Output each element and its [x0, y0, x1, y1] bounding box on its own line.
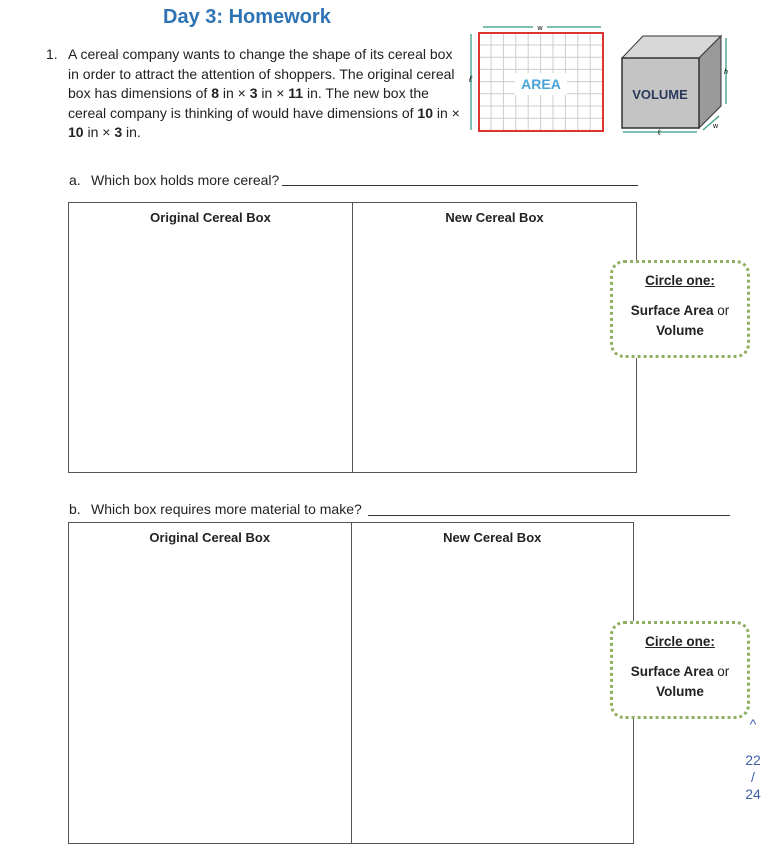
- volume-label: VOLUME: [632, 87, 688, 102]
- svg-text:ℓ: ℓ: [658, 128, 661, 137]
- part-b-original-cell[interactable]: Original Cereal Box: [149, 530, 271, 545]
- part-b-table: [68, 522, 634, 844]
- svg-text:w: w: [537, 25, 543, 32]
- area-diagram: [468, 22, 603, 131]
- area-label: AREA: [521, 76, 561, 92]
- option-volume[interactable]: Volume: [656, 684, 704, 699]
- part-a-original-cell[interactable]: Original Cereal Box: [150, 210, 271, 225]
- part-b-new-cell[interactable]: New Cereal Box: [351, 523, 634, 843]
- part-a-label: a.: [69, 172, 81, 188]
- option-surface-area[interactable]: Surface Area: [630, 303, 714, 318]
- option-volume[interactable]: Volume: [656, 323, 704, 338]
- part-a-question: Which box holds more cereal?: [91, 172, 280, 188]
- part-a-table: [68, 202, 637, 473]
- page-title: Day 3: Homework: [163, 6, 331, 28]
- page-up-button[interactable]: ^: [749, 716, 757, 732]
- circle-one-box-b: Circle one: Surface Area or Volume: [610, 621, 750, 719]
- part-b-label: b.: [69, 501, 81, 517]
- svg-text:w: w: [713, 123, 719, 130]
- volume-diagram: [622, 36, 728, 137]
- page-indicator: 22 / 24: [745, 752, 761, 802]
- part-b-answer-line[interactable]: [368, 515, 730, 516]
- option-surface-area[interactable]: Surface Area: [630, 664, 714, 679]
- question-number: 1.: [46, 46, 58, 62]
- circle-one-box-a: Circle one: Surface Area or Volume: [610, 260, 750, 358]
- area-volume-figure: [465, 20, 735, 140]
- svg-text:h: h: [724, 69, 728, 76]
- part-b-question: Which box requires more material to make?: [91, 501, 362, 517]
- svg-text:ℓ: ℓ: [469, 74, 472, 84]
- part-a-new-cell[interactable]: New Cereal Box: [352, 203, 636, 472]
- part-a-answer-line[interactable]: [282, 185, 638, 186]
- question-text: A cereal company wants to change the shape of its cereal box in order to attract the attention of shoppers. The original cereal box has dimensions of 8 in × 3 in × 11 in. The new box the cereal company is thinking of would have dimensions of 10 in × 10 in × 3 in.: [68, 46, 460, 140]
